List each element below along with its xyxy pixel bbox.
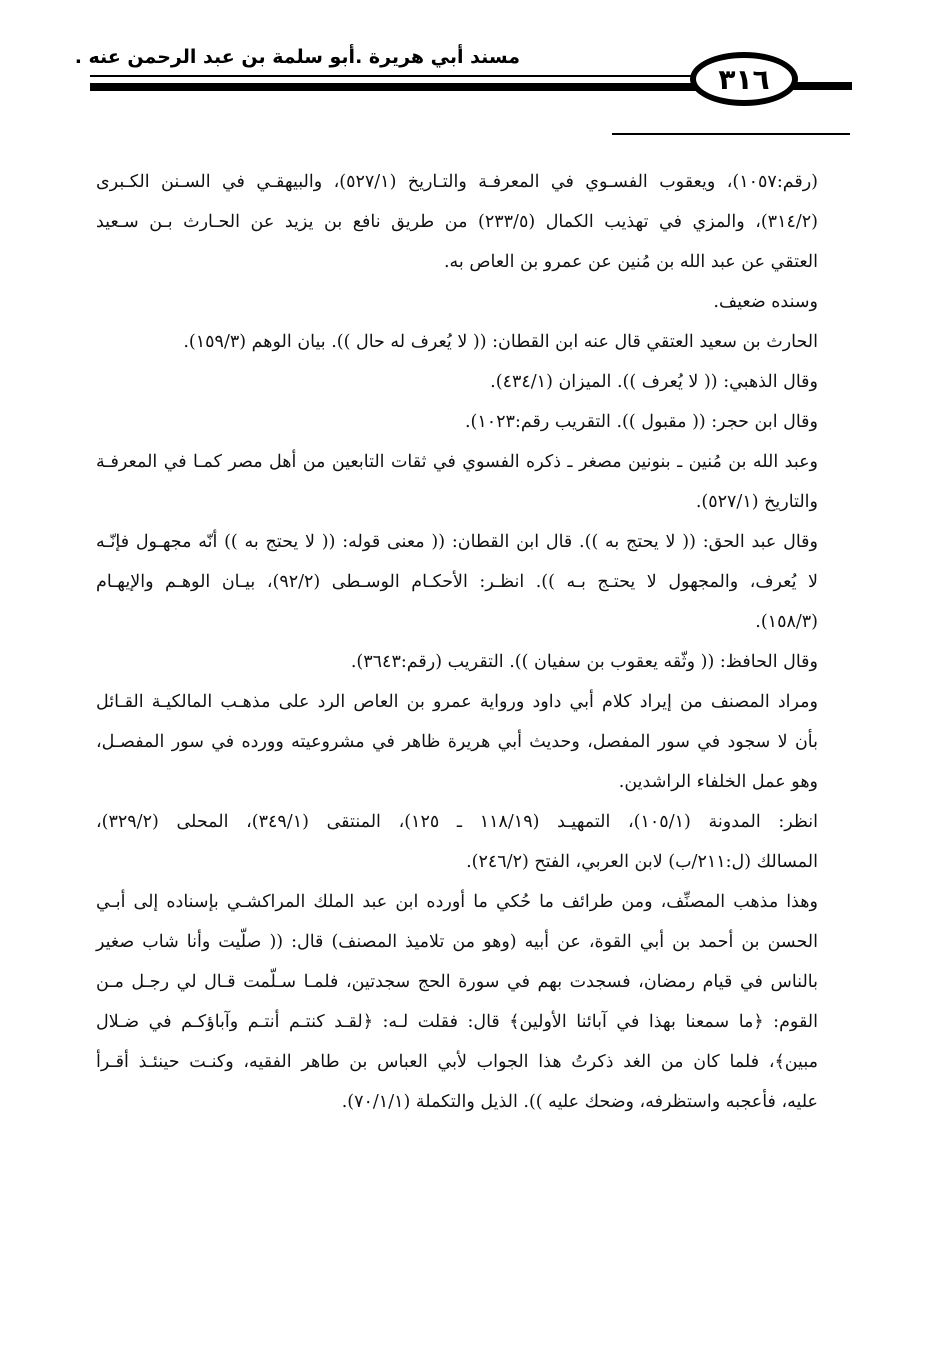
text-line-11: لا يُعرف، والمجهول لا يحتـج بـه )). انظـر: الأحكـام الوسـطى (٩٢/٢)، بيـان الوهـم والإيهـام <box>96 572 819 592</box>
header-thin-rule <box>90 75 696 77</box>
header-right-rule <box>790 82 852 90</box>
text-line-6: وقال الذهبي: (( لا يُعرف )). الميزان (٤٣٤/١). <box>490 372 818 392</box>
text-line-12: (١٥٨/٣). <box>755 612 818 632</box>
text-line-22: القوم: ﴿ما سمعنا بهذا في آبائنا الأولين﴾ قال: فقلت لـه: ﴿لقـد كنتـم أنتـم وآباؤكـم في ضـلال <box>96 1012 818 1032</box>
text-line-21: بالناس في قيام رمضان، فسجدت بهم في سورة الحج سجدتين، فلمـا سـلّمت قـال لي رجـل مـن <box>96 972 818 992</box>
text-line-24: عليه، فأعجبه واستظرفه، وضحك عليه )). الذيل والتكملة (٧٠/١/١). <box>341 1092 818 1112</box>
text-line-16: وهو عمل الخلفاء الراشدين. <box>618 772 818 792</box>
text-line-13: وقال الحافظ: (( وثّقه يعقوب بن سفيان )). التقريب (رقم:٣٦٤٣). <box>350 652 818 672</box>
text-line-20: الحسن بن أحمد بن أبي القوة، عن أبيه (وهو من تلاميذ المصنف) قال: (( صلّيت وأنا شاب صغير <box>96 932 818 952</box>
text-line-9: والتاريخ (٥٢٧/١). <box>695 492 818 512</box>
text-line-15: بأن لا سجود في سور المفصل، وحديث أبي هريرة ظاهر في مشروعيته وورده في سور المفصـل، <box>96 732 818 752</box>
text-line-8: وعبد الله بن مُنين ـ بنونين مصغر ـ ذكره الفسوي في ثقات التابعين من أهل مصر كمـا في المعرفـة <box>96 452 818 472</box>
header-thick-rule <box>90 83 696 91</box>
footnote-separator <box>612 133 850 135</box>
running-header-title: مسند أبي هريرة .أبو سلمة بن عبد الرحمن عنه . <box>74 46 520 68</box>
text-line-7: وقال ابن حجر: (( مقبول )). التقريب رقم:١٠٢٣). <box>464 412 818 432</box>
text-line-1: (رقم:١٠٥٧)، ويعقوب الفسـوي في المعرفـة والتـاريخ (٥٢٧/١)، والبيهقـي في السـنن الكـبرى <box>96 172 819 192</box>
text-line-2: (٣١٤/٢)، والمزي في تهذيب الكمال (٢٣٣/٥) من طريق نافع بن يزيد عن الحـارث بـن سـعيد <box>96 212 818 232</box>
footnote-body <box>96 162 818 1122</box>
page-number-badge: ٣١٦ <box>690 52 798 106</box>
text-line-19: وهذا مذهب المصنِّف، ومن طرائف ما حُكي ما أورده ابن عبد الملك المراكشـي بإسناده إلى أبـي <box>96 892 818 912</box>
text-line-3: العتقي عن عبد الله بن مُنين عن عمرو بن العاص به. <box>443 252 818 272</box>
text-line-10: وقال عبد الحق: (( لا يحتج به )). قال ابن القطان: (( معنى قوله: (( لا يحتج به )) أنّه مجهـول فإنّـه <box>96 532 818 552</box>
text-line-17: انظر: المدونة (١٠٥/١)، التمهيـد (١١٨/١٩ ـ ١٢٥)، المنتقى (٣٤٩/١)، المحلى (٣٢٩/٢)، <box>96 812 818 832</box>
text-line-4: وسنده ضعيف. <box>713 292 818 312</box>
text-line-14: ومراد المصنف من إيراد كلام أبي داود ورواية عمرو بن العاص الرد على مذهـب المالكيـة القـائل <box>96 692 818 712</box>
text-line-5: الحارث بن سعيد العتقي قال عنه ابن القطان: (( لا يُعرف له حال )). بيان الوهم (١٥٩/٣). <box>183 332 818 352</box>
text-line-18: المسالك (ل:٢١١/ب) لابن العربي، الفتح (٢٤٦/٢). <box>466 852 818 872</box>
text-line-23: مبين﴾، فلما كان من الغد ذكرتُ هذا الجواب لأبي العباس بن طاهر الفقيه، وكنـت حينئـذ أقـرأ <box>96 1052 818 1072</box>
